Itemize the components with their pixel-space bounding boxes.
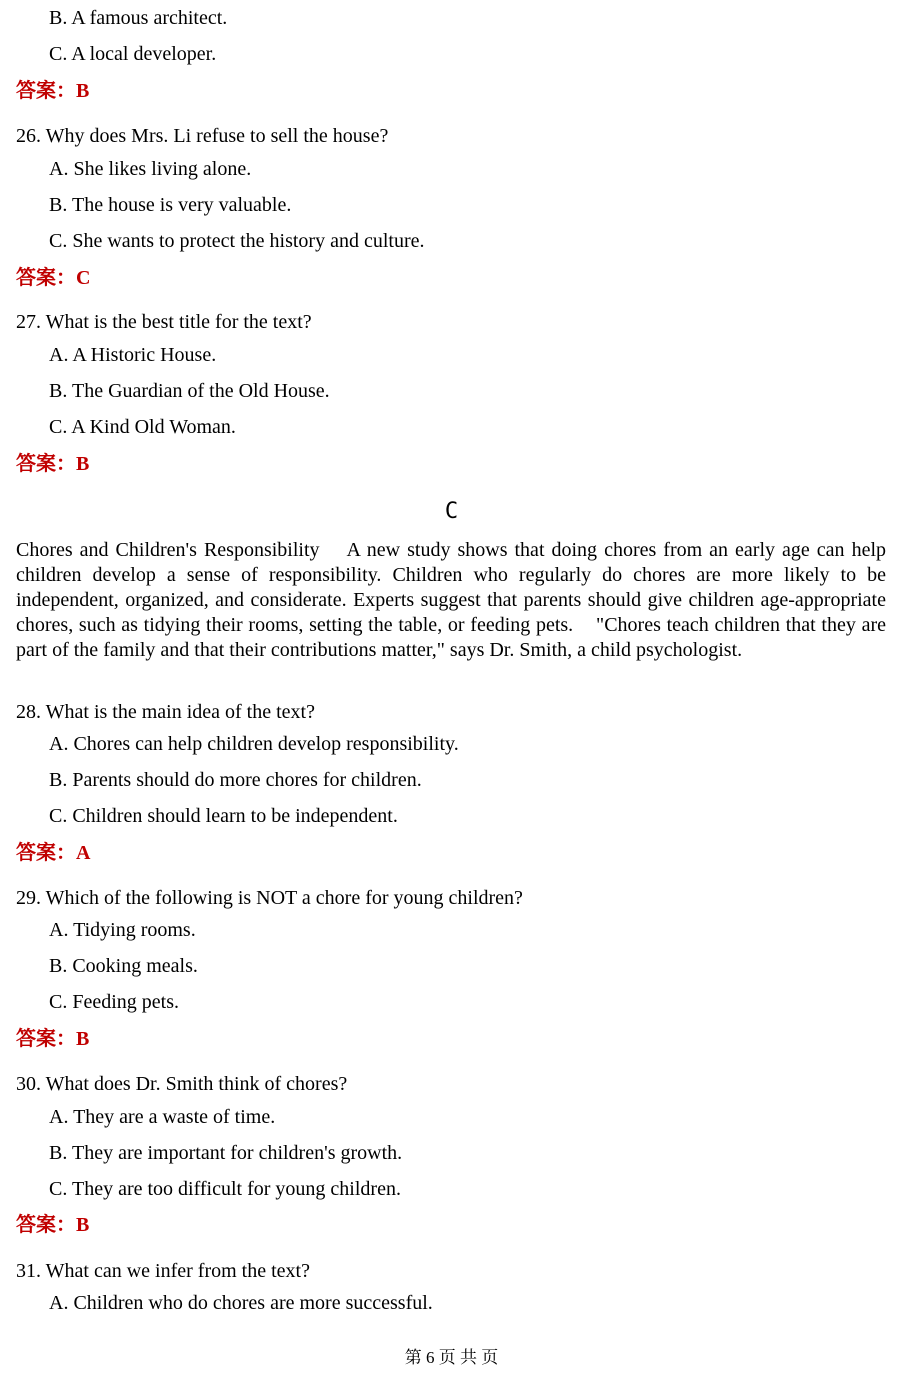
page-footer: 第 6 页 共 页 (404, 1348, 499, 1367)
q27-option-b: B. The Guardian of the Old House. (49, 380, 330, 402)
q28-question: 28. What is the main idea of the text? (16, 701, 315, 723)
q29-option-c: C. Feeding pets. (49, 991, 179, 1013)
section-letter: C (444, 499, 459, 524)
q26-answer: 答案：C (16, 267, 91, 289)
q27-question: 27. What is the best title for the text? (16, 311, 312, 333)
q28-option-a: A. Chores can help children develop responsibility. (49, 733, 459, 755)
q30-option-a: A. They are a waste of time. (49, 1106, 276, 1128)
q31-option-a: A. Children who do chores are more successful. (49, 1292, 433, 1314)
q29-option-b: B. Cooking meals. (49, 955, 198, 977)
q25-answer: 答案：B (16, 80, 90, 102)
q28-option-b: B. Parents should do more chores for children. (49, 769, 422, 791)
q29-answer: 答案：B (16, 1028, 90, 1050)
q25-option-b: B. A famous architect. (49, 7, 228, 29)
q28-answer: 答案：A (16, 842, 91, 864)
q30-option-b: B. They are important for children's growth. (49, 1142, 403, 1164)
q25-option-c: C. A local developer. (49, 43, 217, 65)
q30-question: 30. What does Dr. Smith think of chores? (16, 1073, 348, 1095)
q29-question: 29. Which of the following is NOT a chore for young children? (16, 887, 523, 909)
q27-option-c: C. A Kind Old Woman. (49, 416, 236, 438)
q31-question: 31. What can we infer from the text? (16, 1260, 310, 1282)
q27-answer: 答案：B (16, 453, 90, 475)
q26-question: 26. Why does Mrs. Li refuse to sell the house? (16, 125, 389, 147)
reading-passage: Chores and Children's Responsibility A new study shows that doing chores from an early age can help children develop a sense of responsibility. Children who regularly do chores are more likely to be independent, organized, and considerate. Experts suggest that parents should give children age-appropriate chores, such as tidying their rooms, setting the table, or feeding pets. "Chores teach children that they are part of the family and that their contributions matter," says Dr. Smith, a child psychologist. (16, 539, 891, 661)
q26-option-b: B. The house is very valuable. (49, 194, 292, 216)
q29-option-a: A. Tidying rooms. (49, 919, 196, 941)
q26-option-a: A. She likes living alone. (49, 158, 252, 180)
q30-option-c: C. They are too difficult for young children. (49, 1178, 401, 1200)
q27-option-a: A. A Historic House. (49, 344, 217, 366)
q30-answer: 答案：B (16, 1214, 90, 1236)
q28-option-c: C. Children should learn to be independent. (49, 805, 398, 827)
q26-option-c: C. She wants to protect the history and culture. (49, 230, 425, 252)
